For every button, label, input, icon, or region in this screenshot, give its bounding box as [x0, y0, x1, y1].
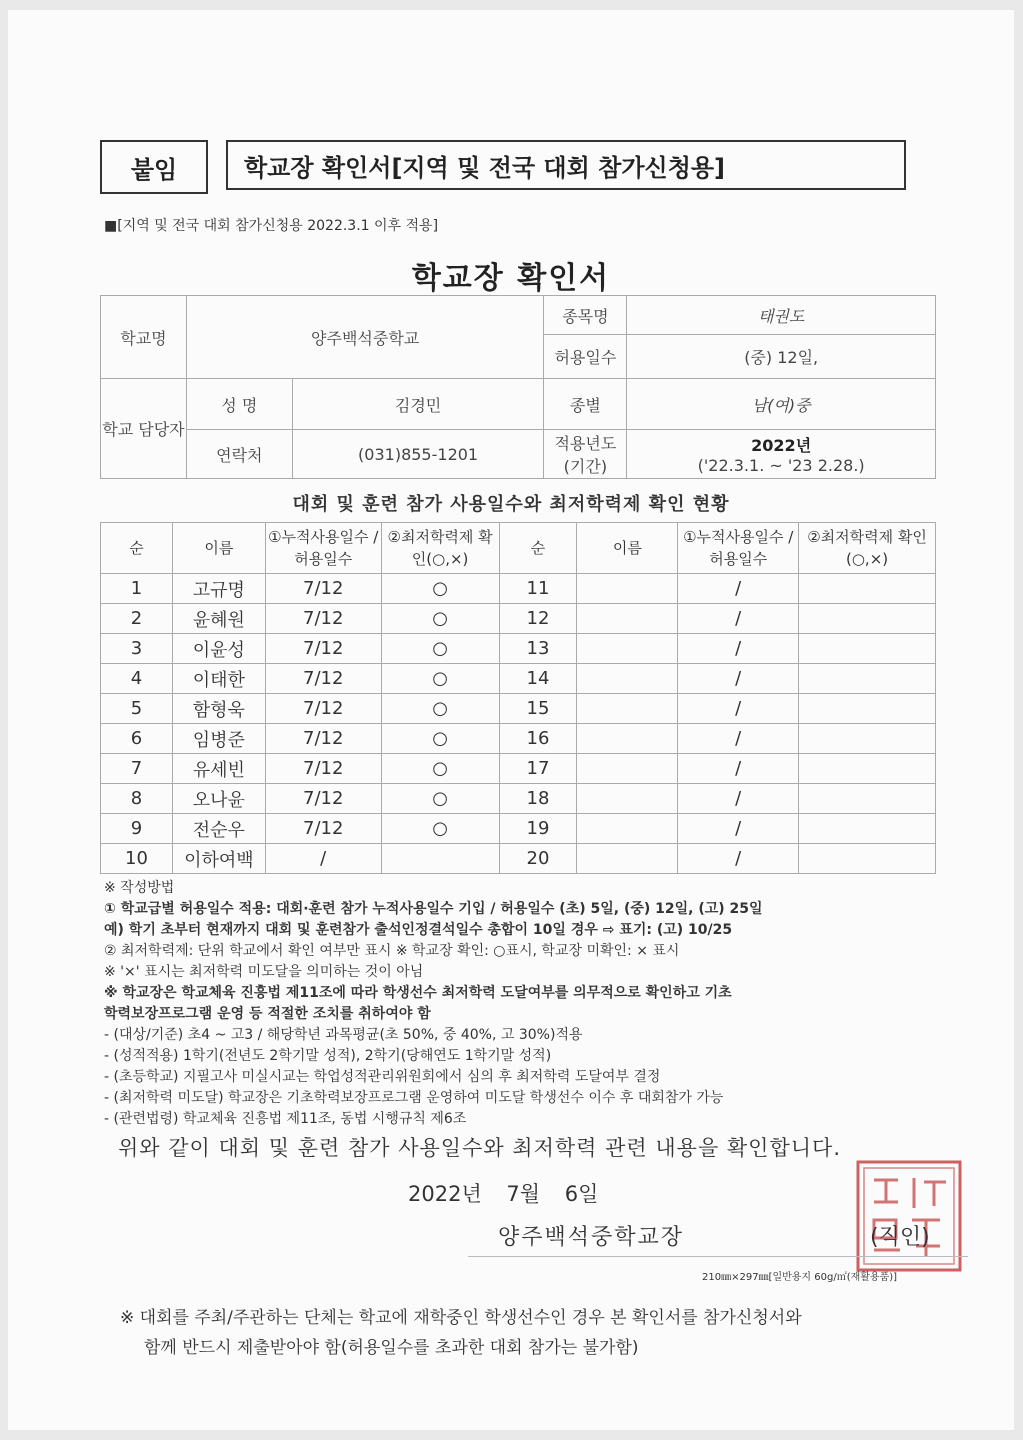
- sport-value: 태권도: [627, 296, 936, 335]
- row-no: 2: [101, 604, 173, 634]
- table-row: [101, 724, 936, 754]
- col-name-2: 이름: [577, 523, 678, 574]
- col-name: 이름: [172, 523, 265, 574]
- row-no: 3: [101, 634, 173, 664]
- row-name-right: [577, 724, 678, 754]
- row-no-right: 14: [499, 664, 577, 694]
- name-label: 성 명: [186, 379, 292, 430]
- row-days: 7/12: [265, 724, 381, 754]
- school-label: 학교명: [101, 296, 187, 379]
- row-days-right: /: [678, 694, 799, 724]
- row-no: 6: [101, 724, 173, 754]
- row-no-right: 13: [499, 634, 577, 664]
- signature-line: [468, 1256, 968, 1257]
- note-line: ※ 학교장은 학교체육 진흥법 제11조에 따라 학생선수 최저학력 도달여부를 의무적으로 확인하고 기초: [104, 985, 732, 1001]
- name-value: 김경민: [292, 379, 544, 430]
- row-name: 임병준: [172, 724, 265, 754]
- row-days: 7/12: [265, 694, 381, 724]
- row-check: ○: [381, 634, 499, 664]
- row-name-right: [577, 634, 678, 664]
- table-row: [101, 694, 936, 724]
- row-days: 7/12: [265, 664, 381, 694]
- row-name: 이하여백: [172, 844, 265, 874]
- table-row: [101, 754, 936, 784]
- row-check: ○: [381, 724, 499, 754]
- note-line: ※ '×' 표시는 최저학력 미도달을 의미하는 것이 아님: [104, 964, 424, 980]
- row-days-right: /: [678, 634, 799, 664]
- info-table: [100, 295, 936, 479]
- footnote-line-2: 함께 반드시 제출받아야 함(허용일수를 초과한 대회 참가는 불가함): [144, 1338, 639, 1358]
- row-no-right: 11: [499, 574, 577, 604]
- row-days-right: /: [678, 754, 799, 784]
- table-header-row: [101, 523, 936, 574]
- row-days: 7/12: [265, 784, 381, 814]
- table-row: [101, 664, 936, 694]
- row-name: 이태한: [172, 664, 265, 694]
- row-check-right: [799, 634, 936, 664]
- row-no-right: 18: [499, 784, 577, 814]
- header-row: [100, 140, 920, 194]
- row-days-right: /: [678, 844, 799, 874]
- col-no-2: 순: [499, 523, 577, 574]
- year-value: 2022년: [751, 436, 812, 455]
- row-name-right: [577, 604, 678, 634]
- row-name-right: [577, 814, 678, 844]
- row-days: 7/12: [265, 604, 381, 634]
- row-name: 오나윤: [172, 784, 265, 814]
- row-name-right: [577, 664, 678, 694]
- table-row: [101, 814, 936, 844]
- row-no: 4: [101, 664, 173, 694]
- row-no-right: 16: [499, 724, 577, 754]
- row-name-right: [577, 574, 678, 604]
- table-row: [101, 634, 936, 664]
- row-name: 이윤성: [172, 634, 265, 664]
- student-table: [100, 522, 936, 874]
- contact-label: 학교 담당자: [101, 379, 187, 479]
- row-check: ○: [381, 604, 499, 634]
- gender-label: 종별: [544, 379, 627, 430]
- row-name: 함형욱: [172, 694, 265, 724]
- row-days: 7/12: [265, 574, 381, 604]
- row-name-right: [577, 754, 678, 784]
- row-check: ○: [381, 574, 499, 604]
- row-days-right: /: [678, 604, 799, 634]
- row-check-right: [799, 724, 936, 754]
- note-line: 학력보장프로그램 운영 등 적절한 조치를 취하여야 함: [104, 1006, 431, 1022]
- row-no-right: 12: [499, 604, 577, 634]
- table-row: [101, 574, 936, 604]
- row-no-right: 17: [499, 754, 577, 784]
- note-line: 예) 학기 초부터 현재까지 대회 및 훈련참가 출석인정결석일수 총합이 10일 경우 ⇨ 표기: (고) 10/25: [104, 922, 733, 938]
- col-days-2: ①누적사용일수 /허용일수: [678, 523, 799, 574]
- footnote-line-1: ※ 대회를 주최/주관하는 단체는 학교에 재학중인 학생선수인 경우 본 확인서를 참가신청서와: [120, 1308, 802, 1328]
- issue-date: 2022년 7월 6일: [408, 1182, 599, 1206]
- footnote: [120, 1303, 940, 1363]
- row-name: 윤혜원: [172, 604, 265, 634]
- gender-value: 남(여)중: [627, 379, 936, 430]
- row-name-right: [577, 784, 678, 814]
- row-check: ○: [381, 814, 499, 844]
- col-check-2: ②최저학력제 확인(○,×): [799, 523, 936, 574]
- note-line: - (관련법령) 학교체육 진흥법 제11조, 동법 시행규칙 제6조: [104, 1111, 467, 1127]
- table-row: [101, 844, 936, 874]
- document-page: [8, 10, 1014, 1430]
- row-name-right: [577, 844, 678, 874]
- row-name-right: [577, 694, 678, 724]
- row-name: 유세빈: [172, 754, 265, 784]
- row-no: 10: [101, 844, 173, 874]
- row-name: 전순우: [172, 814, 265, 844]
- phone-value: (031)855-1201: [292, 430, 544, 479]
- note-line: ※ 작성방법: [104, 880, 175, 896]
- row-days-right: /: [678, 664, 799, 694]
- row-check-right: [799, 754, 936, 784]
- header-title: 학교장 확인서[지역 및 전국 대회 참가신청용]: [226, 140, 906, 190]
- row-check-right: [799, 844, 936, 874]
- row-check-right: [799, 604, 936, 634]
- row-no: 5: [101, 694, 173, 724]
- seal-label: (직인): [870, 1225, 930, 1250]
- table-row: [101, 604, 936, 634]
- row-days: /: [265, 844, 381, 874]
- row-no-right: 20: [499, 844, 577, 874]
- row-days: 7/12: [265, 634, 381, 664]
- paper-spec: 210㎜×297㎜[일반용지 60g/㎡(재활용품)]: [702, 1272, 898, 1283]
- notes: [104, 878, 944, 1130]
- row-days-right: /: [678, 784, 799, 814]
- note-line: ② 최저학력제: 단위 학교에서 확인 여부만 표시 ※ 학교장 확인: ○표시, 학교장 미확인: × 표시: [104, 943, 680, 959]
- allowed-value: (중) 12일,: [627, 335, 936, 379]
- year-cell: [627, 430, 936, 479]
- attachment-tag: 붙임: [100, 140, 208, 194]
- row-no: 7: [101, 754, 173, 784]
- row-check-right: [799, 574, 936, 604]
- allowed-label: 허용일수: [544, 335, 627, 379]
- row-check-right: [799, 814, 936, 844]
- note-line: ① 학교급별 허용일수 적용: 대회·훈련 참가 누적사용일수 기입 / 허용일수 (초) 5일, (중) 12일, (고) 25일: [104, 901, 763, 917]
- row-check-right: [799, 694, 936, 724]
- table-row: [101, 784, 936, 814]
- period-value: ('22.3.1. ~ '23 2.28.): [697, 456, 865, 475]
- col-no: 순: [101, 523, 173, 574]
- row-check-right: [799, 664, 936, 694]
- col-days: ①누적사용일수 /허용일수: [265, 523, 381, 574]
- row-check: [381, 844, 499, 874]
- row-check: ○: [381, 694, 499, 724]
- phone-label: 연락처: [186, 430, 292, 479]
- note-line: - (성적적용) 1학기(전년도 2학기말 성적), 2학기(당해연도 1학기말 성적): [104, 1048, 552, 1064]
- row-days-right: /: [678, 814, 799, 844]
- sport-label: 종목명: [544, 296, 627, 335]
- school-value: 양주백석중학교: [186, 296, 544, 379]
- note-line: - (초등학교) 지필고사 미실시교는 학업성적관리위원회에서 심의 후 최저학력 도달여부 결정: [104, 1069, 661, 1085]
- signer-name: 양주백석중학교장: [498, 1225, 685, 1250]
- row-no: 8: [101, 784, 173, 814]
- row-no: 9: [101, 814, 173, 844]
- note-line: - (최저학력 미도달) 학교장은 기초학력보장프로그램 운영하여 미도달 학생선수 이수 후 대회참가 가능: [104, 1090, 724, 1106]
- row-no-right: 15: [499, 694, 577, 724]
- confirm-statement: 위와 같이 대회 및 훈련 참가 사용일수와 최저학력 관련 내용을 확인합니다.: [118, 1136, 842, 1160]
- document-title: 학교장 확인서: [411, 261, 611, 296]
- col-check: ②최저학력제 확인(○,×): [381, 523, 499, 574]
- note-line: - (대상/기준) 초4 ~ 고3 / 해당학년 과목평균(초 50%, 중 40%, 고 30%)적용: [104, 1027, 583, 1043]
- row-no-right: 19: [499, 814, 577, 844]
- row-no: 1: [101, 574, 173, 604]
- row-check: ○: [381, 754, 499, 784]
- row-check: ○: [381, 664, 499, 694]
- row-days: 7/12: [265, 814, 381, 844]
- row-days: 7/12: [265, 754, 381, 784]
- row-check-right: [799, 784, 936, 814]
- row-days-right: /: [678, 724, 799, 754]
- row-days-right: /: [678, 574, 799, 604]
- row-name: 고규명: [172, 574, 265, 604]
- row-check: ○: [381, 784, 499, 814]
- sub-note: ■[지역 및 전국 대회 참가신청용 2022.3.1 이후 적용]: [104, 218, 439, 234]
- year-label: 적용년도 (기간): [544, 430, 627, 479]
- section-title: 대회 및 훈련 참가 사용일수와 최저학력제 확인 현황: [292, 494, 730, 515]
